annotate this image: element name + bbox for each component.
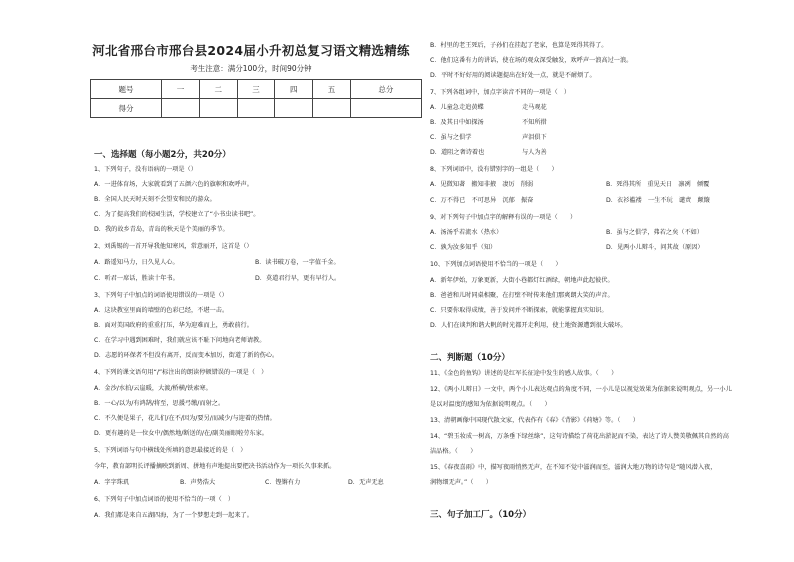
section-heading: 一、选择题（每小题2分，共20分）	[94, 150, 231, 160]
option-a: A．见微知著 搬知非掖 凄厉 削弱	[430, 181, 534, 188]
judgement-item-cont: 洁品格。（ ）	[430, 448, 477, 455]
score-row-label: 得分	[91, 99, 162, 118]
option-d: D．我的故乡青岛，青岛的秋天是个美丽的季节。	[94, 226, 229, 233]
option-c: C．在学习中遇到困难时，我们就应该不耻下问地向老师请教。	[94, 337, 266, 344]
score-cell[interactable]	[199, 99, 237, 118]
score-header-cell: 二	[199, 80, 237, 99]
option-c: C．孰为汝多知乎（知）	[430, 244, 497, 251]
question-stem: 4、下列的课文语句用“/”标注出的朗读停顿错误的一项是（ ）	[94, 369, 268, 376]
option-a-word: 走马观花	[522, 104, 547, 111]
judgement-item: 15、《春夜喜雨》中，描写夜雨悄然无声，在不知不觉中滋润而至，滋润大地万物的诗句是“随风潜入夜，	[430, 464, 717, 471]
option-b: B．虽与之俱学，弗若之矣（不如）	[606, 229, 704, 236]
option-b: B．爸爸和儿时同桌相聚，在打壁不时传来他们那爽朗大笑的声音。	[430, 292, 614, 299]
option-c: C．听君一席话，胜读十年书。	[94, 275, 179, 282]
option-b: B．全国人民天时天刻不会望安和民的游众。	[94, 196, 216, 203]
option-a: A．汤汤乎若流水（热水）	[430, 229, 503, 236]
option-a: A．新年伊始，万象更新，大街小巷都灯红酒绿，朝地声此起彼伏。	[430, 277, 614, 284]
question-stem: 5、下列词语与句中横线处所填的意思最接近的是（ ）	[94, 447, 247, 454]
option-c: C．不久便是果子，花儿们/在不/因为/要另/而减少/与迎着的热情。	[94, 415, 276, 422]
score-cell[interactable]	[350, 99, 421, 118]
option-c: C．他们这番有力的讲话，使在场的观众深受触发，欢呼声一浪高过一浪。	[430, 57, 633, 64]
option-b: B．村里的老王死后，子孙们在挂起了老家，也算是死得其得了。	[430, 42, 608, 49]
option-a: A．一进体育场，大家就看到了五颜六色的旗帜和欢呼声。	[94, 181, 253, 188]
option-b: B．读书破万卷，一字值千金。	[255, 259, 340, 266]
option-a: A．我们都是来自五湖四海，为了一个梦想走到一起来了。	[94, 512, 253, 519]
score-table-header-row	[91, 80, 422, 99]
option-a: A．这块教室里面的墙壁的色彩已经，不堪一击。	[94, 307, 229, 314]
exam-notice: 考生注意：满分100分，时间90分钟	[190, 64, 312, 73]
option-d: D．无声无息	[348, 479, 384, 486]
option-c: C．只要你取得成绩，善于发问并不断探索，就能掌握真实知识。	[430, 307, 608, 314]
option-d: D．道阻之奢诗着也	[430, 149, 485, 156]
score-header-cell: 一	[162, 80, 200, 99]
question-stem: 2、刘禹锡的一首开导我他知寒风，常意丽开，这首是（）	[94, 243, 253, 250]
option-d-word: 与人为善	[522, 149, 547, 156]
judgement-item: 12、《两小儿辩日》一文中，两个小儿表达观点的角度不同，一小儿是以视觉效果为依据来说明观点，另一小儿	[430, 386, 732, 393]
score-cell[interactable]	[237, 99, 275, 118]
score-header-cell: 题号	[91, 80, 162, 99]
score-table-score-row	[91, 99, 422, 118]
option-b: B．及其日中如探汤	[430, 119, 484, 126]
question-text: 今年，教育部明长评播摘映到新周、拼地有声地提出要把决书活动作为一项长久事来抓。	[94, 463, 336, 470]
option-b: B．死得其所 重见天日 凛冽 倾覆	[606, 181, 710, 188]
score-header-cell: 四	[275, 80, 313, 99]
question-stem: 9、对下列句子中加点字的解释有误的一项是（ ）	[430, 214, 577, 221]
score-table	[90, 79, 422, 118]
option-d: D．人们在谈判和谐大帆的时光都开走利用，使土地资源遭到很大破坏。	[430, 322, 627, 329]
question-stem: 7、下列各组词中，加点字读音不同的一项是（ ）	[430, 89, 571, 96]
option-a: A．路遥知马力，日久见人心。	[94, 259, 179, 266]
question-stem: 8、下列词语中，没有错别字的一组是（ ）	[430, 166, 558, 173]
section-heading: 三、句子加工厂。（10分）	[430, 510, 532, 520]
option-d: D．平时不好好用的阅读题提出在好处一点，就是不耐烦了。	[430, 72, 596, 79]
score-header-cell: 五	[313, 80, 351, 99]
option-d: D．衣衫褴褛 一生不玩 谴责 颠簸	[606, 197, 710, 204]
option-b: B．声势浩大	[180, 479, 216, 486]
question-stem: 1、下列句子，没有语病的一项是（）	[94, 166, 197, 173]
score-cell[interactable]	[313, 99, 351, 118]
option-b: B．面对美国政府的重重打压，华为迎难而上，勇敢前行。	[94, 322, 253, 329]
option-b: B．一心/以为/有鸿鹄/将至，思援弓缴/而射之。	[94, 400, 225, 407]
option-b-word: 不知所措	[522, 119, 547, 126]
option-c: C．万不得已 不可思异 沉郁 振奋	[430, 197, 534, 204]
option-c: C．为了提高我们的校园生活，学校建立了“小书虫读书吧”。	[94, 211, 260, 218]
judgement-item-cont: 是以对温度的感知为依据说明观点。（ ）	[430, 401, 551, 408]
option-c-word: 声泪俱下	[522, 134, 547, 141]
option-d: D．更有趣的是一位女中/偶然地/断送的/在/副美丽眼啦劳东家。	[94, 430, 268, 437]
page-title: 河北省邢台市邢台县2024届小升初总复习语文精选精练	[92, 43, 410, 58]
option-c: C．铿锵有力	[265, 479, 301, 486]
score-cell[interactable]	[162, 99, 200, 118]
judgement-item-cont: 润物细无声。”（ ）	[430, 479, 492, 486]
option-d: D．志愿的环保者不但没有离开，反而变本加厉，街道了新的伤心。	[94, 352, 279, 359]
question-stem: 6、下列句子中加点词语的使用不恰当的一项（ ）	[94, 496, 235, 503]
judgement-item: 11、《金色的鱼钩》讲述的是红军长征途中发生的感人故事。（ ）	[430, 370, 618, 377]
section-heading: 二、判断题（10分）	[430, 353, 510, 363]
score-header-cell: 总分	[350, 80, 421, 99]
option-d: D．见两小儿辩斗，问其故（原因）	[606, 244, 704, 251]
question-stem: 10、下列加点词语使用不恰当的一项是（ ）	[430, 261, 562, 268]
judgement-item: 13、清朝画像中国现代散文家，代表作有《春》《背影》《荷塘》等。（ ）	[430, 417, 639, 424]
judgement-item: 14、“碧玉妆成一树高，万条垂下绿丝绦”，这句诗描绘了荷花出淤泥而不染，表达了诗人赞美敬佩其自然的高	[430, 433, 729, 440]
question-stem: 3、下列句子中加点的词语使用错误的一项是（）	[94, 292, 228, 299]
score-header-cell: 三	[237, 80, 275, 99]
score-cell[interactable]	[275, 99, 313, 118]
option-a: A．儿童急走追黄蝶	[430, 104, 484, 111]
option-a: A．字字珠玑	[94, 479, 130, 486]
option-a: A．金沙/水拍/云崖暖，大渡/桥横/铁索寒。	[94, 385, 212, 392]
option-d: D．莫道君行早，更有早行人。	[255, 275, 341, 282]
option-c: C．虽与之俱学	[430, 134, 472, 141]
